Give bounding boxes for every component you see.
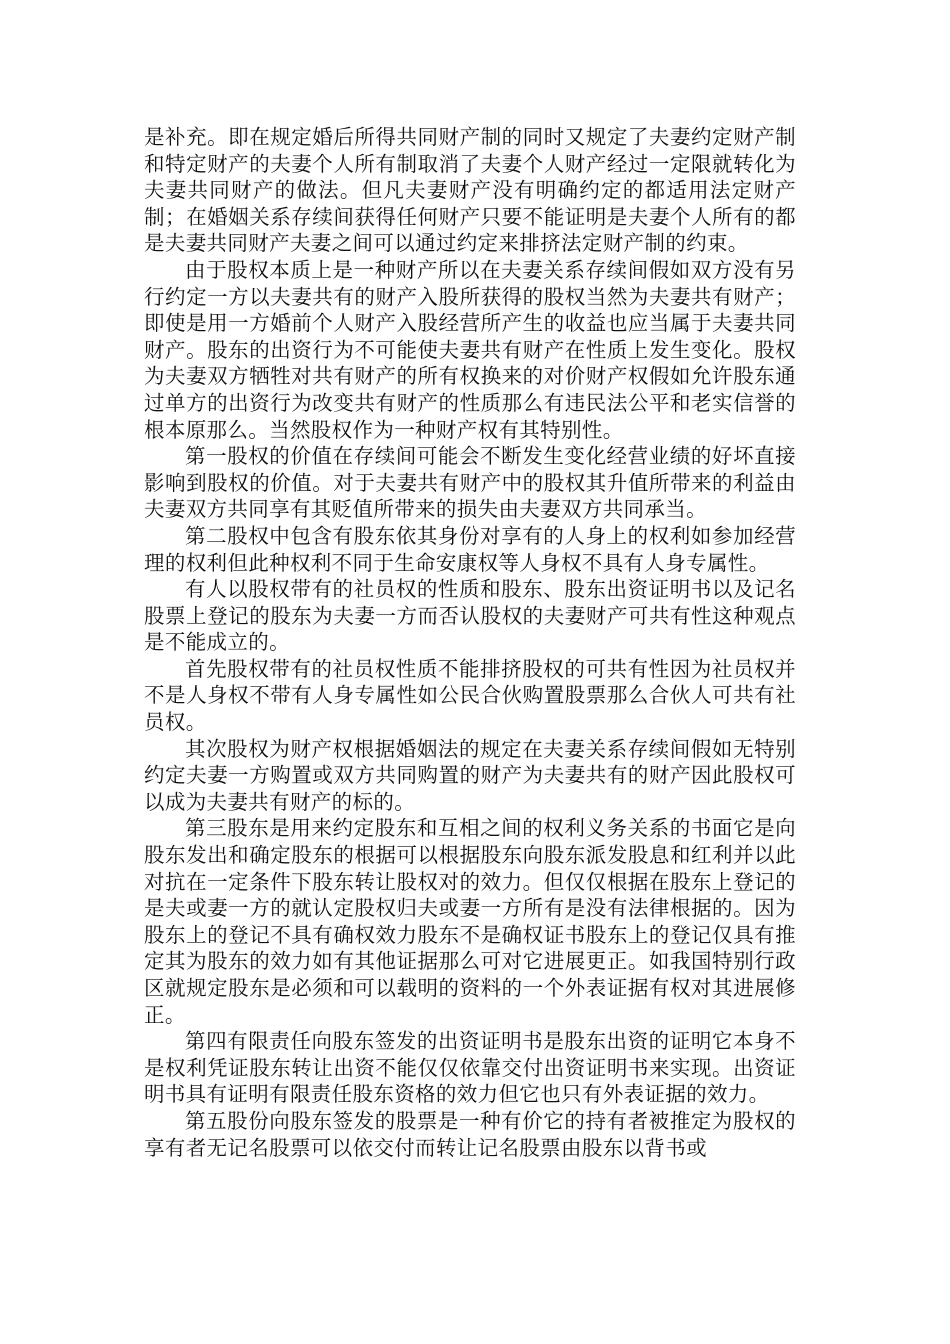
paragraph-8: 第三股东是用来约定股东和互相之间的权利义务关系的书面它是向股东发出和确定股东的根据可以根据股东向股东派发股息和红利并以此对抗在一定条件下股东转让股权对的效力。但仅仅根据在股东上登记的是夫或妻一方的就认定股权归夫或妻一方所有是没有法律根据的。因为股东上的登记不具有确权效力股东不是确权证书股东上的登记仅具有推定其为股东的效力如有其他证据那么可对它进展更正。如我国特别行政区就规定股东是必须和可以载明的资料的一个外表证据有权对其进展修正。 [144,816,796,1027]
paragraph-10: 第五股份向股东签发的股票是一种有价它的持有者被推定为股权的享有者无记名股票可以依交付而转让记名股票由股东以背书或 [144,1108,796,1160]
paragraph-9: 第四有限责任向股东签发的出资证明书是股东出资的证明它本身不是权利凭证股东转让出资不能仅仅依靠交付出资证明书来实现。出资证明书具有证明有限责任股东资格的效力但它也只有外表证据的效力。 [144,1029,796,1107]
paragraph-5: 有人以股权带有的社员权的性质和股东、股东出资证明书以及记名股票上登记的股东为夫妻一方而否认股权的夫妻财产可共有性这种观点是不能成立的。 [144,577,796,655]
paragraph-4: 第二股权中包含有股东依其身份对享有的人身上的权利如参加经营理的权利但此种权利不同于生命安康权等人身权不具有人身专属性。 [144,523,796,575]
paragraph-3: 第一股权的价值在存续间可能会不断发生变化经营业绩的好坏直接影响到股权的价值。对于夫妻共有财产中的股权其升值所带来的利益由夫妻双方共同享有其贬值所带来的损失由夫妻双方共同承当。 [144,444,796,522]
paragraph-7: 其次股权为财产权根据婚姻法的规定在夫妻关系存续间假如无特别约定夫妻一方购置或双方共同购置的财产为夫妻共有的财产因此股权可以成为夫妻共有财产的标的。 [144,736,796,814]
document-page [144,124,796,1161]
paragraph-6: 首先股权带有的社员权性质不能排挤股权的可共有性因为社员权并不是人身权不带有人身专属性如公民合伙购置股票那么合伙人可共有社员权。 [144,656,796,735]
paragraph-1: 是补充。即在规定婚后所得共同财产制的同时又规定了夫妻约定财产制和特定财产的夫妻个人所有制取消了夫妻个人财产经过一定限就转化为夫妻共同财产的做法。但凡夫妻财产没有明确约定的都适用法定财产制；在婚姻关系存续间获得任何财产只要不能证明是夫妻个人所有的都是夫妻共同财产夫妻之间可以通过约定来排挤法定财产制的约束。 [144,125,796,256]
paragraph-2: 由于股权本质上是一种财产所以在夫妻关系存续间假如双方没有另行约定一方以夫妻共有的财产入股所获得的股权当然为夫妻共有财产；即使是用一方婚前个人财产入股经营所产生的收益也应当属于夫妻共同财产。股东的出资行为不可能使夫妻共有财产在性质上发生变化。股权为夫妻双方牺牲对共有财产的所有权换来的对价财产权假如允许股东通过单方的出资行为改变共有财产的性质那么有违民法公平和老实信誉的根本原那么。当然股权作为一种财产权有其特别性。 [144,257,796,442]
